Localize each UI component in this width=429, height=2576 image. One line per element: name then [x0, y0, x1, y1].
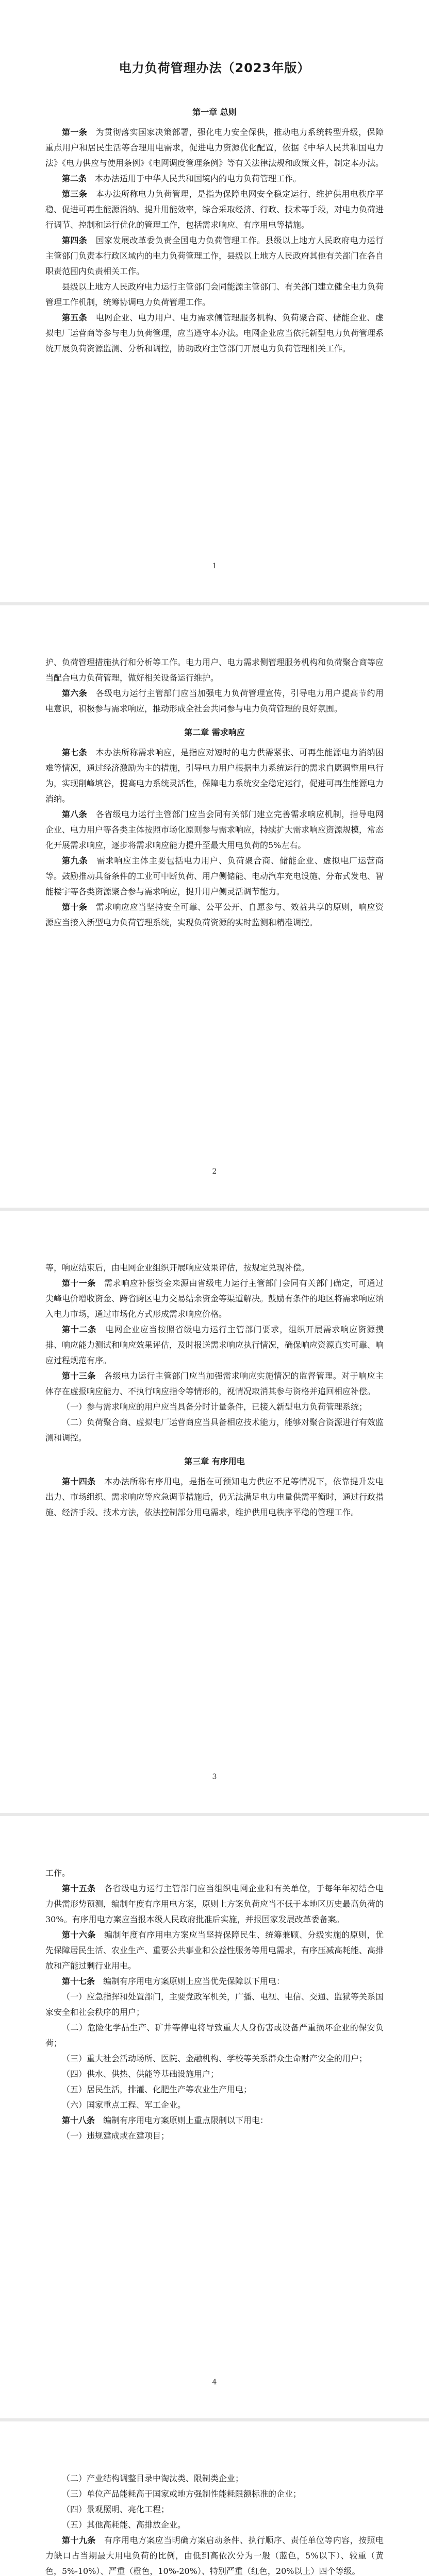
paragraph [45, 2471, 384, 2486]
paragraph-text: 工作。 [45, 1868, 71, 1878]
paragraph [45, 2486, 384, 2502]
paragraph-text: 本办法所称有序用电，是指在可预知电力供应不足等情况下，依靠提升发电出力、市场组织、需求响应等应急调节措施后，仍无法满足电力电量供需平衡时，通过行政措施、经济手段、技术方法，依法控制部分用电需求，维护供用电秩序平稳的管理工作。 [45, 1477, 384, 1517]
article-number: 第十一条 [62, 1278, 96, 1288]
article-number: 第三条 [62, 189, 88, 199]
paragraph-text: 本办法所称需求响应，是指应对短时的电力供需紧张、可再生能源电力消纳困难等情况，通过经济激励为主的措施，引导电力用户根据电力系统运行的需求自愿调整用电行为，实现削峰填谷，提高电力系统灵活性，保障电力系统安全稳定运行，促进可再生能源电力消纳。 [45, 748, 384, 804]
paragraph [45, 2533, 384, 2576]
paragraph-text: 县级以上地方人民政府电力运行主管部门会同能源主管部门、有关部门建立健全电力负荷管理工作机制，统筹协调电力负荷管理工作。 [45, 282, 384, 307]
paragraph-text: 各省级电力运行主管部门应当会同有关部门建立完善需求响应机制，指导电网企业、电力用户等各类主体按照市场化原则参与需求响应，持续扩大需求响应资源规模，常态化开展需求响应，逐步将需求响应能力提升至最大用电负荷的5%左右。 [45, 809, 384, 850]
page-content [45, 2471, 384, 2576]
paragraph-text: （四）供水、供热、供能等基础设施用户； [62, 2069, 219, 2079]
page-number: 2 [212, 1167, 217, 1176]
article-number: 第九条 [62, 856, 88, 866]
paragraph [45, 1368, 384, 1399]
paragraph [45, 1974, 384, 1989]
article-number: 第一条 [62, 127, 88, 137]
paragraph [45, 686, 384, 717]
paragraph-text: 各级电力运行主管部门应当加强需求响应实施情况的监督管理。对于响应主体存在虚报响应能力、不执行响应指令等情形的，视情况取消其参与资格并追回相应补偿。 [45, 1371, 384, 1396]
article-number: 第十九条 [62, 2535, 96, 2545]
paragraph [45, 1399, 384, 1415]
paragraph [45, 1415, 384, 1446]
paragraph-text: 需求响应应当坚持安全可靠、公平公开、自愿参与、效益共享的原则，响应资源应当接入新型电力负荷管理系统，实现负荷资源的实时监测和精准调控。 [45, 902, 384, 927]
document-page [0, 605, 429, 1208]
paragraph [45, 233, 384, 279]
paragraph-text: （三）重大社会活动场所、医院、金融机构、学校等关系群众生命财产安全的用户； [62, 2054, 368, 2063]
paragraph-text: 等，响应结束后，由电网企业组织开展响应效果评估，按规定兑现补偿。 [45, 1263, 310, 1273]
paragraph [45, 853, 384, 900]
paragraph [45, 1474, 384, 1520]
paragraph [45, 1260, 384, 1276]
paragraph-text: 各级电力运行主管部门应当加强电力负荷管理宣传，引导电力用户提高节约用电意识，积极参与需求响应，推动形成全社会共同参与电力负荷管理的良好氛围。 [45, 688, 384, 714]
paragraph [45, 171, 384, 187]
paragraph-text: （二）产业结构调整目录中淘汰类、限制类企业； [62, 2473, 244, 2483]
paragraph [45, 655, 384, 686]
chapter-heading: 第一章 总则 [192, 107, 237, 117]
paragraph-text: 为贯彻落实国家决策部署，强化电力安全保供，推动电力系统转型升级，保障重点用户和居民生活等合理用电需求，促进电力资源优化配置，依据《中华人民共和国电力法》《电力供应与使用条例》《电网调度管理条例》等有关法律法规和政策文件，制定本办法。 [45, 127, 384, 168]
page-number: 3 [212, 1773, 217, 1781]
paragraph-text: 需求响应补偿资金来源由省级电力运行主管部门会同有关部门确定，可通过尖峰电价增收资金、跨省跨区电力交易结余资金等渠道解决。鼓励有条件的地区将需求响应纳入电力市场，通过市场化方式形成需求响应价格。 [45, 1278, 384, 1319]
paragraph-text: 需求响应主体主要包括电力用户、负荷聚合商、储能企业、虚拟电厂运营商等。鼓励推动具备条件的工业可中断负荷、用户侧储能、电动汽车充电设施、分布式发电、智能楼宇等各类资源聚合参与需求响应，提升用户侧灵活调节能力。 [45, 856, 384, 896]
article-number: 第六条 [62, 688, 88, 698]
paragraph [45, 2051, 384, 2066]
paragraph [45, 2113, 384, 2128]
paragraph-text: （二）危险化学品生产、矿井等停电将导致重大人身伤害或设备严重损坏企业的保安负荷； [45, 2023, 384, 2048]
paragraph-text: 编制年度有序用电方案应当坚持保障民生、统筹兼顾、分级实施的原则，优先保障居民生活、农业生产、重要公共事业和公益性服务等用电需求，有序压减高耗能、高排放和产能过剩行业用电。 [45, 1930, 384, 1971]
article-number: 第十八条 [62, 2115, 95, 2125]
paragraph [45, 187, 384, 233]
paragraph [45, 2020, 384, 2051]
paragraph-text: 编制有序用电方案原则上重点限制以下用电： [103, 2115, 269, 2125]
paragraph [45, 1276, 384, 1322]
article-number: 第十五条 [62, 1884, 96, 1893]
paragraph-text: 本办法适用于中华人民共和国境内的电力负荷管理工作。 [95, 174, 302, 183]
paragraph [45, 900, 384, 930]
article-number: 第十七条 [62, 1976, 95, 1986]
paragraph [45, 2128, 384, 2144]
paragraph-text: （五）其他高耗能、高排放企业。 [62, 2520, 186, 2530]
paragraph-text: 编制有序用电方案原则上应当优先保障以下用电： [103, 1976, 285, 1986]
document-page [0, 1211, 429, 1813]
paragraph [45, 125, 384, 171]
paragraph [45, 279, 384, 310]
paragraph [45, 2082, 384, 2097]
chapter-heading: 第二章 需求响应 [184, 727, 245, 737]
paragraph-text: （四）景观照明、亮化工程； [62, 2504, 170, 2514]
page-content [45, 655, 384, 930]
document-title: 电力负荷管理办法（2023年版） [119, 61, 310, 75]
chapter-heading: 第三章 有序用电 [184, 1456, 245, 1466]
paragraph-text: 本办法所称电力负荷管理，是指为保障电网安全稳定运行、维护供用电秩序平稳、促进可再生能源消纳、提升用能效率，综合采取经济、行政、技术等手段，对电力负荷进行调节、控制和运行优化的管理工作，包括需求响应、有序用电等措施。 [45, 189, 384, 230]
paragraph [45, 1989, 384, 2020]
page-content [45, 1260, 384, 1520]
paragraph [45, 2097, 384, 2113]
article-number: 第七条 [62, 748, 88, 757]
article-number: 第十四条 [62, 1477, 96, 1486]
page-number: 4 [212, 2378, 217, 2386]
paragraph [45, 1927, 384, 1974]
paragraph [45, 310, 384, 357]
page-content [45, 106, 384, 357]
document-page [0, 2421, 429, 2576]
article-number: 第四条 [62, 235, 88, 245]
paragraph-text: 电网企业应当按照省级电力运行主管部门要求，组织开展需求响应资源摸排、响应能力测试和响应效果评估，及时报送需求响应执行情况，确保响应资源真实可靠、响应过程规范有序。 [45, 1325, 384, 1365]
paragraph [45, 2502, 384, 2517]
paragraph [45, 2066, 384, 2082]
document-page [0, 0, 429, 602]
paragraph-text: 国家发展改革委负责全国电力负荷管理工作。县级以上地方人民政府电力运行主管部门负责本行政区域内的电力负荷管理工作，县级以上地方人民政府其他有关部门在各自职责范围内负责相关工作。 [45, 235, 384, 276]
article-number: 第十二条 [62, 1325, 97, 1334]
paragraph-text: （五）居民生活，排灌、化肥生产等农业生产用电； [62, 2084, 252, 2094]
article-number: 第十三条 [62, 1371, 96, 1381]
page-number: 1 [212, 562, 217, 570]
paragraph [45, 1866, 384, 1881]
article-number: 第十六条 [62, 1930, 96, 1940]
paragraph [45, 1322, 384, 1368]
paragraph-text: 各省级电力运行主管部门应当组织电网企业和有关单位，于每年年初结合电力供需形势预测，编制年度有序用电方案，原则上方案负荷应当不低于本地区历史最高负荷的30%。有序用电方案应当报本级人民政府批准后实施，并报国家发展改革委备案。 [45, 1884, 384, 1924]
paragraph-text: （一）参与需求响应的用户应当具备分时计量条件，已接入新型电力负荷管理系统； [62, 1402, 368, 1412]
paragraph [45, 807, 384, 853]
article-number: 第十条 [62, 902, 88, 912]
paragraph-text: （三）单位产品能耗高于国家或地方强制性能耗限额标准的企业； [62, 2489, 302, 2499]
paragraph [45, 1881, 384, 1927]
paragraph-text: （六）国家重点工程、军工企业。 [62, 2100, 186, 2110]
paragraph-text: （二）负荷聚合商、虚拟电厂运营商应当具备相应技术能力，能够对聚合资源进行有效监测和调控。 [45, 1417, 384, 1443]
paragraph-text: 有序用电方案应当明确方案启动条件、执行顺序、责任单位等内容，按照电力缺口占当期最大用电负荷的比例，由低到高依次分为一般（蓝色，5%以下）、较重（黄色，5%-10%）、严重（橙色，10%-20%）、特别严重（红色，20%以上）四个等级。 [45, 2535, 384, 2576]
page-content [45, 1866, 384, 2144]
article-number: 第八条 [62, 809, 88, 819]
document-page [0, 1816, 429, 2418]
paragraph-text: （一）违规建成或在建项目； [62, 2131, 170, 2141]
paragraph-text: 电网企业、电力用户、电力需求侧管理服务机构、负荷聚合商、储能企业、虚拟电厂运营商等参与电力负荷管理，应当遵守本办法。电网企业应当依托新型电力负荷管理系统开展负荷资源监测、分析和调控，协助政府主管部门开展电力负荷管理相关工作。 [45, 313, 384, 353]
article-number: 第五条 [62, 313, 88, 323]
paragraph-text: （一）应急指挥和处置部门，主要党政军机关，广播、电视、电信、交通、监狱等关系国家安全和社会秩序的用户； [45, 1992, 384, 2017]
paragraph [45, 745, 384, 807]
paragraph-text: 护、负荷管理措施执行和分析等工作。电力用户、电力需求侧管理服务机构和负荷聚合商等应当配合电力负荷管理，做好相关设备运行维护。 [45, 657, 384, 683]
article-number: 第二条 [62, 174, 87, 183]
paragraph [45, 2517, 384, 2533]
